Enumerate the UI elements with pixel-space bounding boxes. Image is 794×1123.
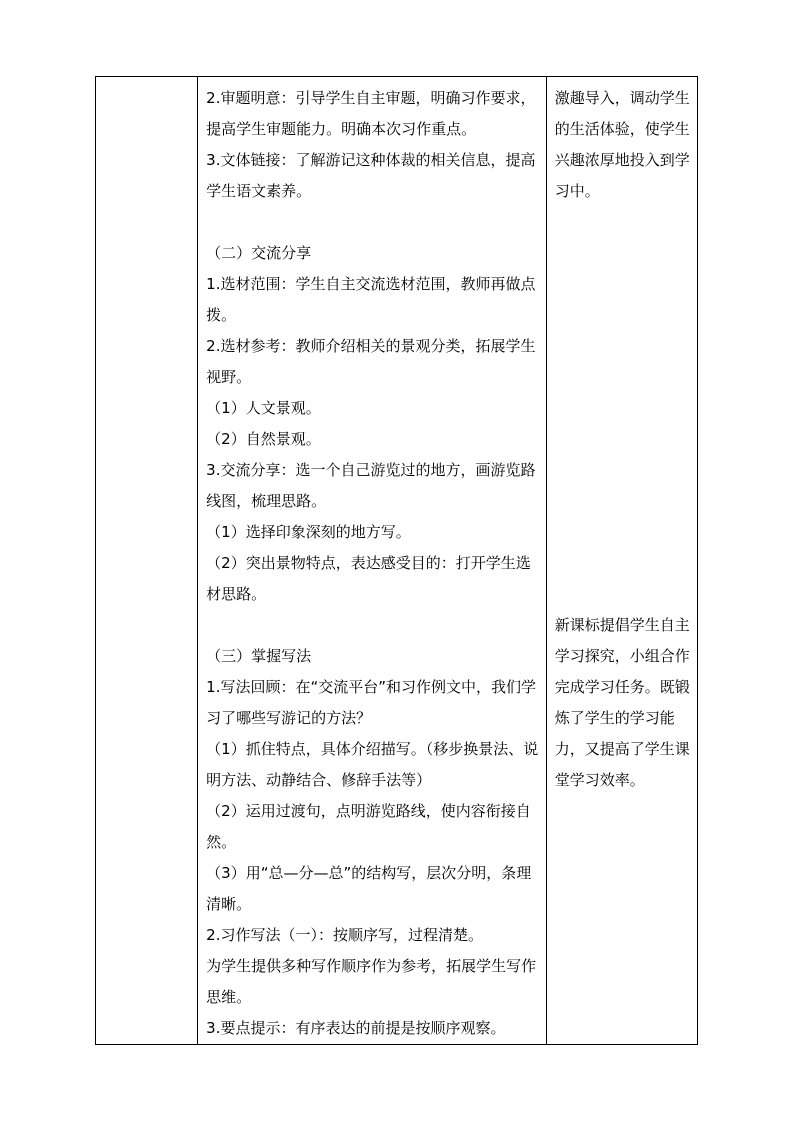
s3-line-7: 3.要点提示：有序表达的前提是按顺序观察。: [206, 1019, 506, 1037]
section2-heading: （二）交流分享: [206, 244, 312, 262]
s2-line-4: （2）自然景观。: [206, 430, 321, 448]
s3-line-2: （1）抓住特点，具体介绍描写。（移步换景法、说明方法、动静结合、修辞手法等）: [206, 740, 539, 789]
s2-line-7: （2）突出景物特点，表达感受目的：打开学生选材思路。: [206, 554, 531, 603]
s2-line-3: （1）人文景观。: [206, 399, 321, 417]
spacer: [206, 207, 540, 238]
teaching-process-cell: [198, 77, 547, 1045]
lesson-plan-table: [95, 76, 698, 1045]
section3-heading: （三）掌握写法: [206, 647, 312, 665]
s1-line-1: 2.审题明意：引导学生自主审题，明确习作要求，提高学生审题能力。明确本次习作重点。: [206, 89, 536, 138]
s2-line-1: 1.选材范围：学生自主交流选材范围，教师再做点拨。: [206, 275, 536, 324]
s2-line-5: 3.交流分享：选一个自己游览过的地方，画游览路线图，梳理思路。: [206, 461, 536, 510]
spacer: [555, 207, 693, 610]
s3-line-4: （3）用“总—分—总”的结构写，层次分明，条理清晰。: [206, 864, 532, 913]
s3-line-1: 1.写法回顾：在“交流平台”和习作例文中，我们学习了哪些写游记的方法？: [206, 678, 537, 727]
table-row: [96, 77, 698, 1045]
design-note-1: 激趣导入，调动学生的生活体验，使学生兴趣浓厚地投入到学习中。: [554, 89, 690, 200]
left-empty-cell: [96, 77, 198, 1045]
s3-line-6: 为学生提供多种写作顺序作为参考，拓展学生写作思维。: [206, 957, 537, 1006]
s1-line-2: 3.文体链接：了解游记这种体裁的相关信息，提高学生语文素养。: [206, 151, 536, 200]
spacer: [206, 610, 540, 641]
design-note-2: 新课标提倡学生自主学习探究，小组合作完成学习任务。既锻炼了学生的学习能力，又提高了学生课堂学习效率。: [554, 616, 690, 789]
s2-line-6: （1）选择印象深刻的地方写。: [206, 523, 411, 541]
s3-line-5: 2.习作写法（一）：按顺序写，过程清楚。: [206, 926, 483, 944]
design-intent-cell: [546, 77, 697, 1045]
s2-line-2: 2.选材参考：教师介绍相关的景观分类，拓展学生视野。: [206, 337, 536, 386]
s3-line-3: （2）运用过渡句，点明游览路线，使内容衔接自然。: [206, 802, 531, 851]
